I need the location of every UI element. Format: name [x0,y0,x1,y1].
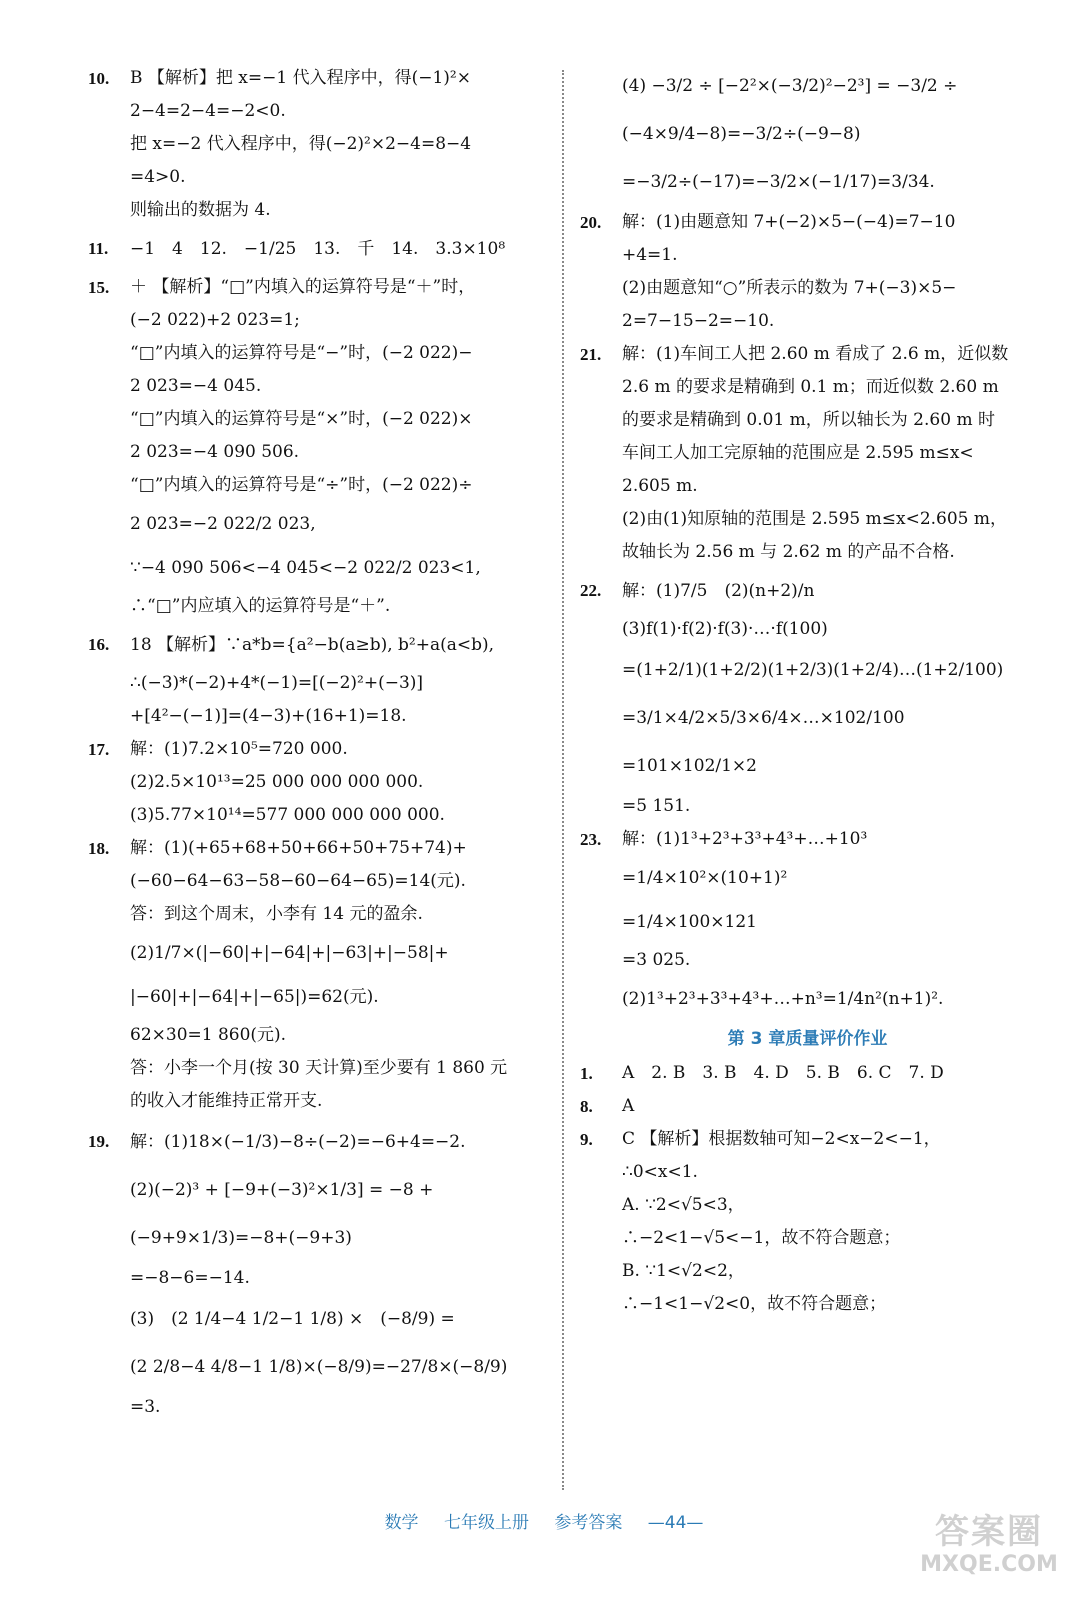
q20-line-3: (2)由题意知“○”所表示的数为 7+(−3)×5− [622,278,957,298]
q16-line-1: 16. 18 【解析】∵a*b={a²−b(a≥b), b²+a(a<b), [88,635,495,655]
left-column [88,62,548,1424]
q16-line-2: ∴(−3)*(−2)+4*(−1)=[(−2)²+(−3)] [130,673,424,693]
section-title: 第 3 章质量评价作业 [727,1029,888,1049]
q18-line-5: |−60|+|−64|+|−65|)=62(元). [130,987,379,1007]
q17-line-2: (2)2.5×10¹³=25 000 000 000 000. [130,772,424,792]
q21-line-5: 2.605 m. [622,476,698,496]
q23-line-1: 23. 解：(1)1³+2³+3³+4³+…+10³ [580,829,868,849]
q19-line-1: 19. 解：(1)18×(−1/3)−8÷(−2)=−6+4=−2. [88,1132,466,1152]
q20-line-1: 20. 解：(1)由题意知 7+(−2)×5−(−4)=7−10 [580,212,956,232]
q21-line-1: 21. 解：(1)车间工人把 2.60 m 看成了 2.6 m，近似数 [580,344,1009,364]
q22-line-5: =101×102/1×2 [622,756,757,776]
right-column [580,62,1035,1321]
q21-line-4: 车间工人加工完原轴的范围应是 2.595 m≤x< [622,443,974,463]
q15-line-3: “□”内填入的运算符号是“−”时，(−2 022)− [130,343,473,363]
q10-line-5: 则输出的数据为 4. [130,200,271,220]
q19-line-4: =−8−6=−14. [130,1268,250,1288]
q17-line-3: (3)5.77×10¹⁴=577 000 000 000 000. [130,805,445,825]
q23-line-5: (2)1³+2³+3³+4³+…+n³=1/4n²(n+1)². [622,989,944,1009]
q16-line-3: +[4²−(−1)]=(4−3)+(16+1)=18. [130,706,407,726]
q19-line-3: (−9+9×1/3)=−8+(−9+3) [130,1228,352,1248]
watermark-logo [914,1512,1064,1582]
q19-line-2: (2)(−2)³ + [−9+(−3)²×1/3] = −8 + [130,1180,434,1200]
ch3-q9-line-2: ∴0<x<1. [622,1162,698,1182]
footer-page-number: —44— [647,1513,704,1533]
q18-line-2: (−60−64−63−58−60−64−65)=14(元). [130,871,466,891]
q15-line-7: “□”内填入的运算符号是“÷”时，(−2 022)÷ [130,475,473,495]
ch3-q9-line-1: 9. C 【解析】根据数轴可知−2<x−2<−1， [580,1129,941,1149]
ch3-q9-line-4: ∴−2<1−√5<−1，故不符合题意； [622,1228,901,1248]
ch3-q9-line-6: ∴−1<1−√2<0，故不符合题意； [622,1294,887,1314]
q22-line-6: =5 151. [622,796,691,816]
q19-line-7: =3. [130,1397,161,1417]
q10-line-3: 把 x=−2 代入程序中，得(−2)²×2−4=8−4 [130,134,472,154]
q18-line-3: 答：到这个周末，小李有 14 元的盈余. [130,904,423,924]
q21-line-2: 2.6 m 的要求是精确到 0.1 m；而近似数 2.60 m [622,377,999,397]
q19-line-6: (2 2/8−4 4/8−1 1/8)×(−8/9)=−27/8×(−8/9) [130,1357,508,1377]
q22-line-1: 22. 解：(1)7/5 (2)(n+2)/n [580,581,815,601]
q11-14-line: 11. −1 4 12. −1/25 13. 千 14. 3.3×10⁸ [88,239,506,259]
ch3-q8-line: 8. A [580,1096,635,1116]
footer-grade: 七年级上册 [443,1513,529,1533]
q18-line-7: 答：小李一个月(按 30 天计算)至少要有 1 860 元 [130,1058,508,1078]
q23-line-4: =3 025. [622,950,691,970]
q10-line-4: =4>0. [130,167,186,187]
q21-line-3: 的要求是精确到 0.01 m，所以轴长为 2.60 m 时 [622,410,995,430]
q15-line-5: “□”内填入的运算符号是“×”时，(−2 022)× [130,409,473,429]
q21-line-7: 故轴长为 2.56 m 与 2.62 m 的产品不合格. [622,542,955,562]
q10-line-1: 10. B 【解析】把 x=−1 代入程序中，得(−1)²× [88,68,471,88]
q19-4-line-3: =−3/2÷(−17)=−3/2×(−1/17)=3/34. [622,172,935,192]
q21-line-6: (2)由(1)知原轴的范围是 2.595 m≤x<2.605 m， [622,509,1008,529]
q19-line-5: (3) (2 1/4−4 1/2−1 1/8) × (−8/9) = [130,1309,455,1329]
footer-label: 参考答案 [554,1513,623,1533]
q18-line-8: 的收入才能维持正常开支. [130,1091,323,1111]
q15-line-6: 2 023=−4 090 506. [130,442,300,462]
watermark-top: 答案圈 [935,1512,1043,1552]
q15-line-4: 2 023=−4 045. [130,376,262,396]
q18-line-4: (2)1/7×(|−60|+|−64|+|−63|+|−58|+ [130,943,449,963]
footer-subject: 数学 [384,1513,419,1533]
q15-line-2: (−2 022)+2 023=1; [130,310,300,330]
ch3-q1-7-line: 1. A 2. B 3. B 4. D 5. B 6. C 7. D [580,1063,944,1083]
q10-line-2: 2−4=2−4=−2<0. [130,101,286,121]
q22-line-2: (3)f(1)·f(2)·f(3)·…·f(100) [622,619,828,639]
ch3-q9-line-5: B. ∵1<√2<2， [622,1261,745,1281]
q18-line-1: 18. 解：(1)(+65+68+50+66+50+75+74)+ [88,838,467,858]
q15-line-8: 2 023=−2 022/2 023, [130,514,316,534]
q17-line-1: 17. 解：(1)7.2×10⁵=720 000. [88,739,348,759]
q23-line-3: =1/4×100×121 [622,912,757,932]
column-divider [562,70,564,1490]
q22-line-3: =(1+2/1)(1+2/2)(1+2/3)(1+2/4)…(1+2/100) [622,660,1004,680]
q22-line-4: =3/1×4/2×5/3×6/4×…×102/100 [622,708,905,728]
q23-line-2: =1/4×10²×(10+1)² [622,868,788,888]
q15-line-10: ∴“□”内应填入的运算符号是“＋”. [130,596,391,616]
q19-4-line-1: (4) −3/2 ÷ [−2²×(−3/2)²−2³] = −3/2 ÷ [622,76,958,96]
q20-line-2: +4=1. [622,245,678,265]
q20-line-4: 2=7−15−2=−10. [622,311,775,331]
ch3-q9-line-3: A. ∵2<√5<3， [622,1195,745,1215]
q15-line-9: ∵−4 090 506<−4 045<−2 022/2 023<1, [130,558,481,578]
watermark-bottom: MXQE.COM [920,1552,1058,1577]
q19-4-line-2: (−4×9/4−8)=−3/2÷(−9−8) [622,124,861,144]
q18-line-6: 62×30=1 860(元). [130,1025,287,1045]
q15-line-1: 15. ＋ 【解析】“□”内填入的运算符号是“＋”时， [88,277,476,297]
